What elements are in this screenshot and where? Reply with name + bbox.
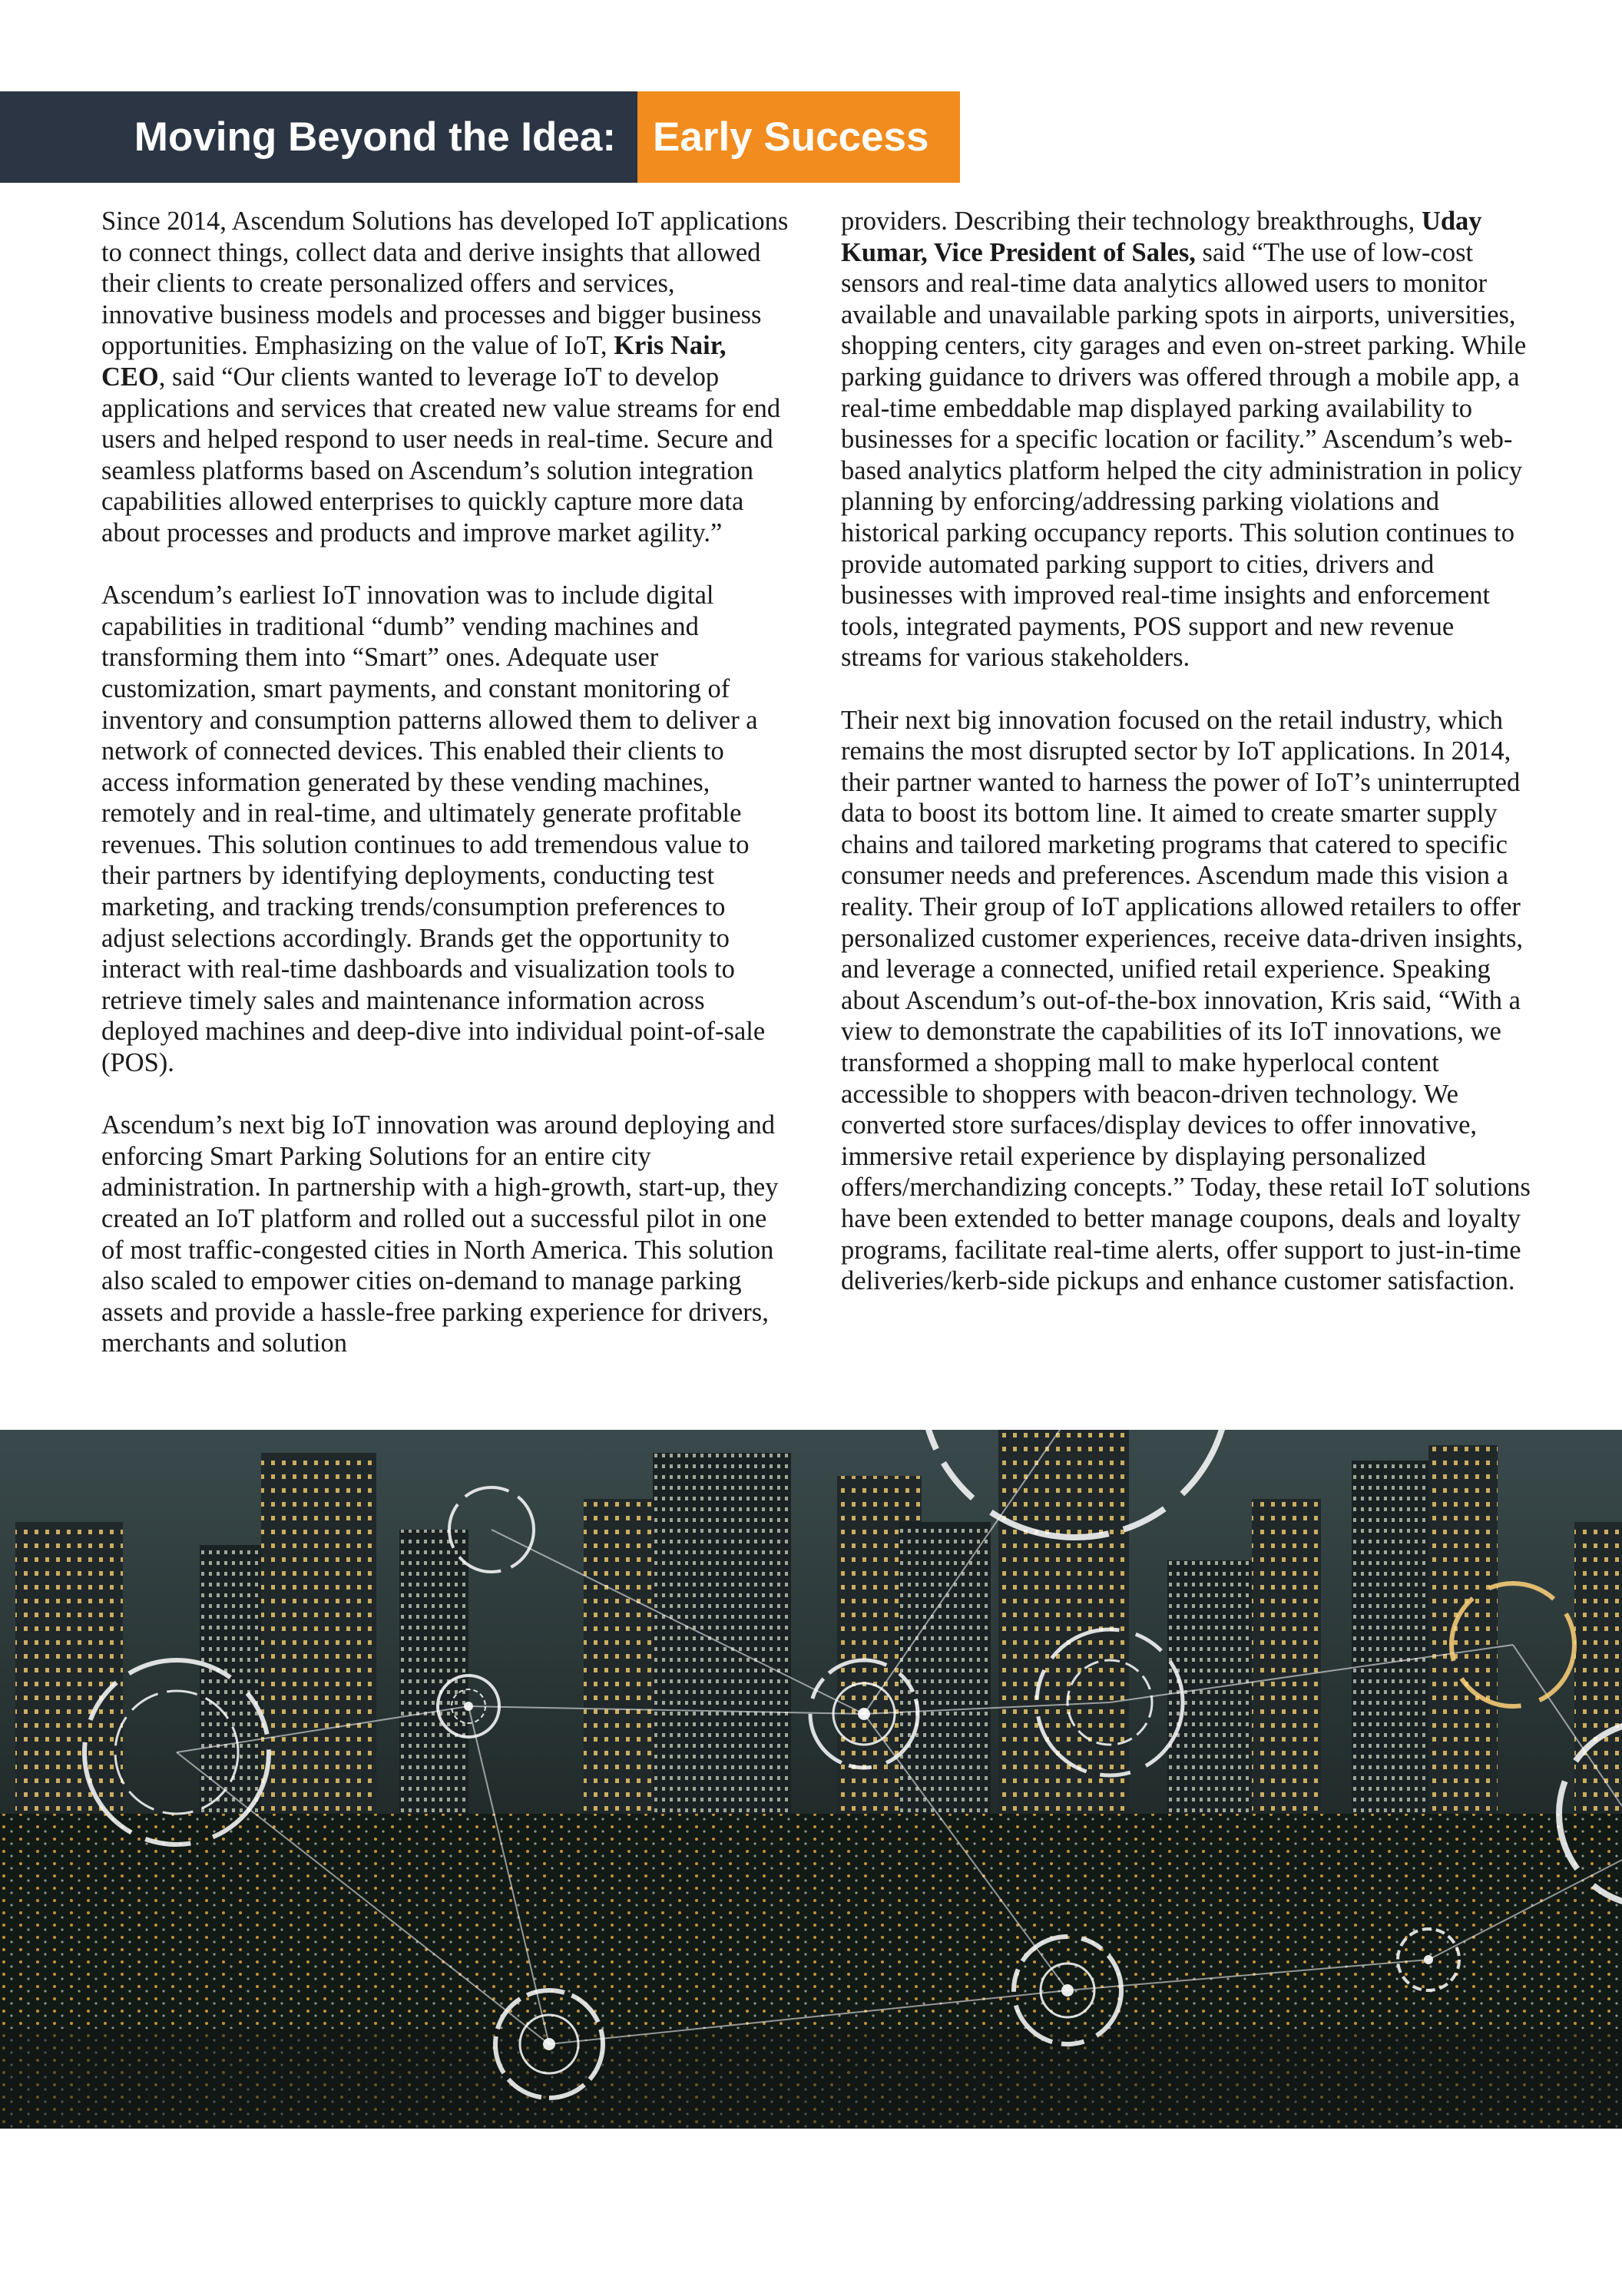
paragraph: Ascendum’s earliest IoT innovation was to include digital capabilities in traditional “dumb” vending machines and transforming them into “Smart” ones. Adequate user customization, smart payments, and constant monitoring of inventory and consumption patterns allowed them to deliver a network of connected devices. This enabled their clients to access information generated by these vending machines, remotely and in real-time, and ultimately generate profitable revenues. This solution continues to add tremendous value to their partners by identifying deployments, conducting test marketing, and tracking trends/consumption preferences to adjust selections accordingly. Brands get the opportunity to interact with real-time dashboards and visualization tools to retrieve timely sales and maintenance information across deployed machines and deep-dive into individual point-of-sale (POS).	[101, 581, 766, 1078]
article-column-right	[841, 206, 1536, 1328]
speaker-name: Kris Nair, CEO	[101, 331, 727, 392]
banner-dark-block	[0, 91, 637, 183]
paragraph	[841, 206, 1536, 673]
paragraph	[101, 206, 793, 549]
paragraph: Ascendum’s next big IoT innovation was around deploying and enforcing Smart Parking Solutions for an entire city administration. In partnership with a high-growth, start-up, they created an IoT platform and rolled out a successful pilot in one of most traffic-congested cities in North America. This solution also scaled to empower cities on-demand to manage parking assets and provide a hassle-free parking experience for drivers, merchants and solution	[101, 1110, 779, 1358]
paragraph: Their next big innovation focused on the retail industry, which remains the most disrupted sector by IoT applications. In 2014, their partner wanted to harness the power of IoT’s uninterrupted data to boost its bottom line. It aimed to create smarter supply chains and tailored marketing programs that catered to specific consumer needs and preferences. Ascendum made this vision a reality. Their group of IoT applications allowed retailers to offer personalized customer experiences, receive data-driven insights, and leverage a connected, unified retail experience. Speaking about Ascendum’s out-of-the-box innovation, Kris said, “With a view to demonstrate the capabilities of its IoT innovations, we transformed a shopping mall to make hyperlocal content accessible to shoppers with beacon-driven technology. We converted store surfaces/display devices to offer innovative, immersive retail experience by displaying personalized offers/merchandizing concepts.” Today, these retail IoT solutions have been extended to better manage coupons, deals and loyalty programs, facilitate real-time alerts, offer support to just-in-time deliveries/kerb-side pickups and enhance customer satisfaction.	[841, 705, 1531, 1296]
city-network-photo	[0, 1430, 1622, 2129]
banner-accent-block	[637, 91, 960, 183]
section-banner	[0, 91, 960, 183]
speaker-name: Uday Kumar, Vice President of Sales,	[841, 207, 1482, 267]
paragraph-text: said “The use of low-cost sensors and real-time data analytics allowed users to monitor available and unavailable parking spots in airports, universities, shopping centers, city garages and even on-street parking. While parking guidance to drivers was offered through a mobile app, a real-time embeddable map displayed parking availability to businesses for a specific location or facility.” Ascendum’s web-based analytics platform helped the city administration in policy planning by enforcing/addressing parking violations and historical parking occupancy reports. This solution continues to provide automated parking support to cities, drivers and businesses with improved real-time insights and enforcement tools, integrated payments, POS support and new revenue streams for various stakeholders.	[841, 237, 1527, 673]
city-network-illustration	[0, 1430, 1622, 2129]
paragraph-text: Since 2014, Ascendum Solutions has developed IoT applications to connect things, collect data and derive insights that allowed their clients to create personalized offers and services, innovative business models and processes and bigger business opportunities. Emphasizing on the value of IoT,	[101, 207, 789, 361]
banner-title: Moving Beyond the Idea:	[134, 114, 616, 160]
paragraph-text: providers. Describing their technology breakthroughs,	[841, 207, 1422, 236]
paragraph-text: , said “Our clients wanted to leverage IoT to develop applications and services that created new value streams for end users and helped respond to user needs in real-time. Secure and seamless platforms based on Ascendum’s solution integration capabilities allowed enterprises to quickly capture more data about processes and products and improve market agility.”	[101, 362, 781, 548]
article-column-left	[101, 206, 793, 1391]
banner-subtitle: Early Success	[653, 114, 929, 160]
